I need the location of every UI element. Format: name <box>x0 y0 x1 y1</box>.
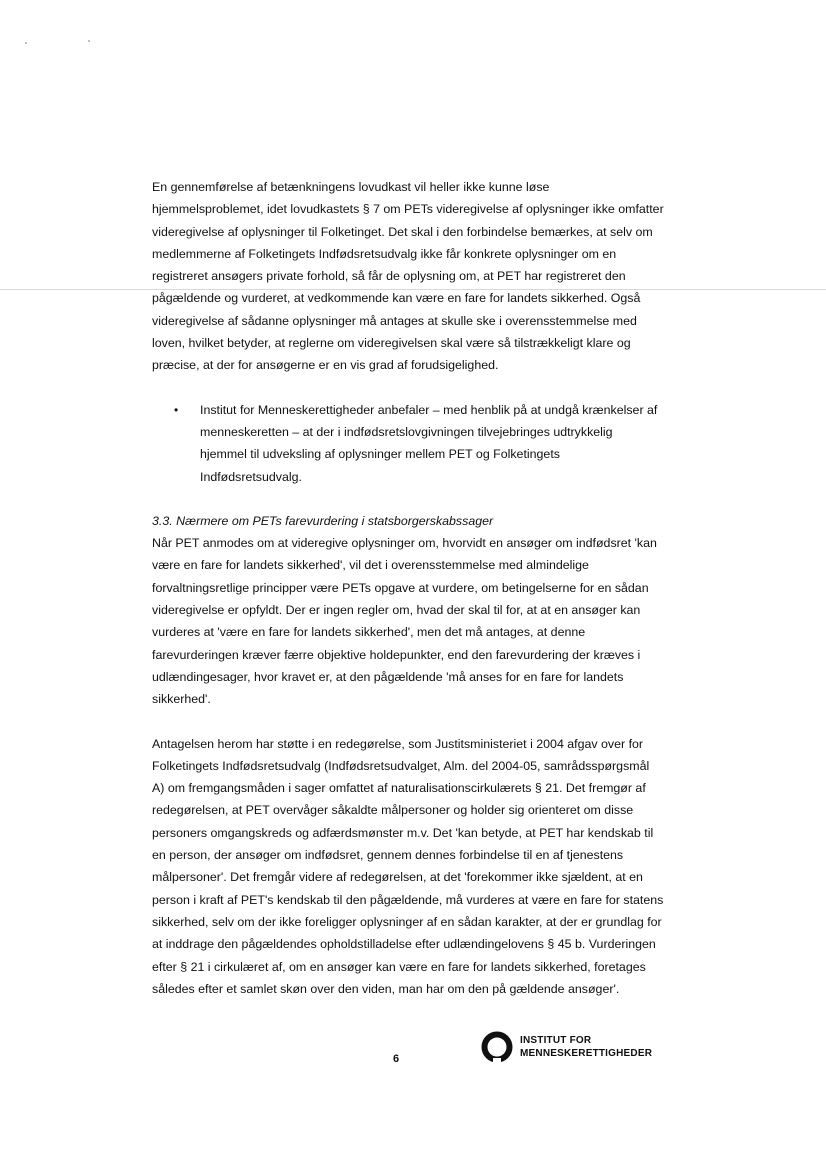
scan-speck <box>25 42 27 44</box>
page-footer <box>0 1030 826 1080</box>
logo-line-1: INSTITUT FOR <box>520 1035 592 1046</box>
paragraph-farevurdering: Når PET anmodes om at videregive oplysninger om, hvorvidt en ansøger om indfødsret 'kan være en fare for landets sikkerhed', vil det i overensstemmelse med almindelige forvaltningsretlige principper være PETs opgave at vurdere, om betingelserne for en sådan videregivelse er opfyldt. Der er ingen regler om, hvad der skal til for, at at en ansøger kan vurderes at 'være en fare for landets sikkerhed', men det må antages, at denne farevurderingen kræver færre objektive holdepunkter, end den farevurdering der kræves i udlændingesager, hvor kravet er, at den pågældende 'må anses for en fare for landets sikkerhed'. <box>152 536 657 707</box>
paragraph-hjemmel: En gennemførelse af betænkningens lovudkast vil heller ikke kunne løse hjemmelsproblemet, idet lovudkastets § 7 om PETs videregivelse af oplysninger ikke omfatter videregivelse af oplysninger til Folketinget. Det skal i den forbindelse bemærkes, at selv om medlemmerne af Folketingets Indfødsretsudvalg ikke får konkrete oplysninger om en registreret ansøgers private forhold, så får de oplysning om, at PET har registreret den pågældende og vurderet, at vedkommende kan være en fare for landets sikkerhed. Også videregivelse af sådanne oplysninger må antages at skulle ske i overensstemmelse med loven, hvilket betyder, at reglerne om videregivelsen skal være så tilstrækkeligt klare og præcise, at der for ansøgerne er en vis grad af forudsigelighed. <box>152 180 664 373</box>
bullet-icon: • <box>174 402 179 417</box>
logo-line-2: MENNESKERETTIGHEDER <box>520 1048 653 1059</box>
section-heading-3-3: 3.3. Nærmere om PETs farevurdering i statsborgerskabssager <box>152 513 494 528</box>
recommendation-bullet <box>174 399 664 488</box>
paragraph-redegoerelse: Antagelsen herom har støtte i en redegørelse, som Justitsministeriet i 2004 afgav over for Folketingets Indfødsretsudvalg (Indfødsretsudvalget, Alm. del 2004-05, samrådsspørgsmål A) om fremgangsmåden i sager omfattet af naturalisationscirkulærets § 21. Det fremgør af redegørelsen, at PET overvåger såkaldte målpersoner og holder sig orienteret om disse personers omgangskreds og adfærdsmønster m.v. Det 'kan betyde, at PET har kendskab til en person, der ansøger om indfødsret, gennem dennes forbindelse til en af tjenestens målpersoner'. Det fremgår videre af redegørelsen, at det 'forekommer ikke sjældent, at en person i kraft af PET's kendskab til den pågældende, må vurderes at være en fare for statens sikkerhed, selv om der ikke foreligger oplysninger af en sådan karakter, at der er grundlag for at inddrage den pågældendes opholdstilladelse efter udlændingelovens § 45 b. Vurderingen efter § 21 i cirkulæret af, om en ansøger kan være en fare for landets sikkerhed, foretages således efter et samlet skøn over den viden, man har om den på gældende ansøger'. <box>152 736 664 996</box>
institute-logo <box>480 1030 652 1064</box>
recommendation-text: Institut for Menneskerettigheder anbefaler – med henblik på at undgå krænkelser af menneskeretten – at der i indfødsretslovgivningen tilvejebringes udtrykkelig hjemmel til udveksling af oplysninger mellem PET og Folketingets Indfødsretsudvalg. <box>200 402 658 484</box>
scan-speck <box>88 40 90 42</box>
page-number: 6 <box>393 1053 400 1065</box>
document-body <box>152 176 664 1000</box>
institute-ring-logo-icon <box>480 1030 514 1064</box>
